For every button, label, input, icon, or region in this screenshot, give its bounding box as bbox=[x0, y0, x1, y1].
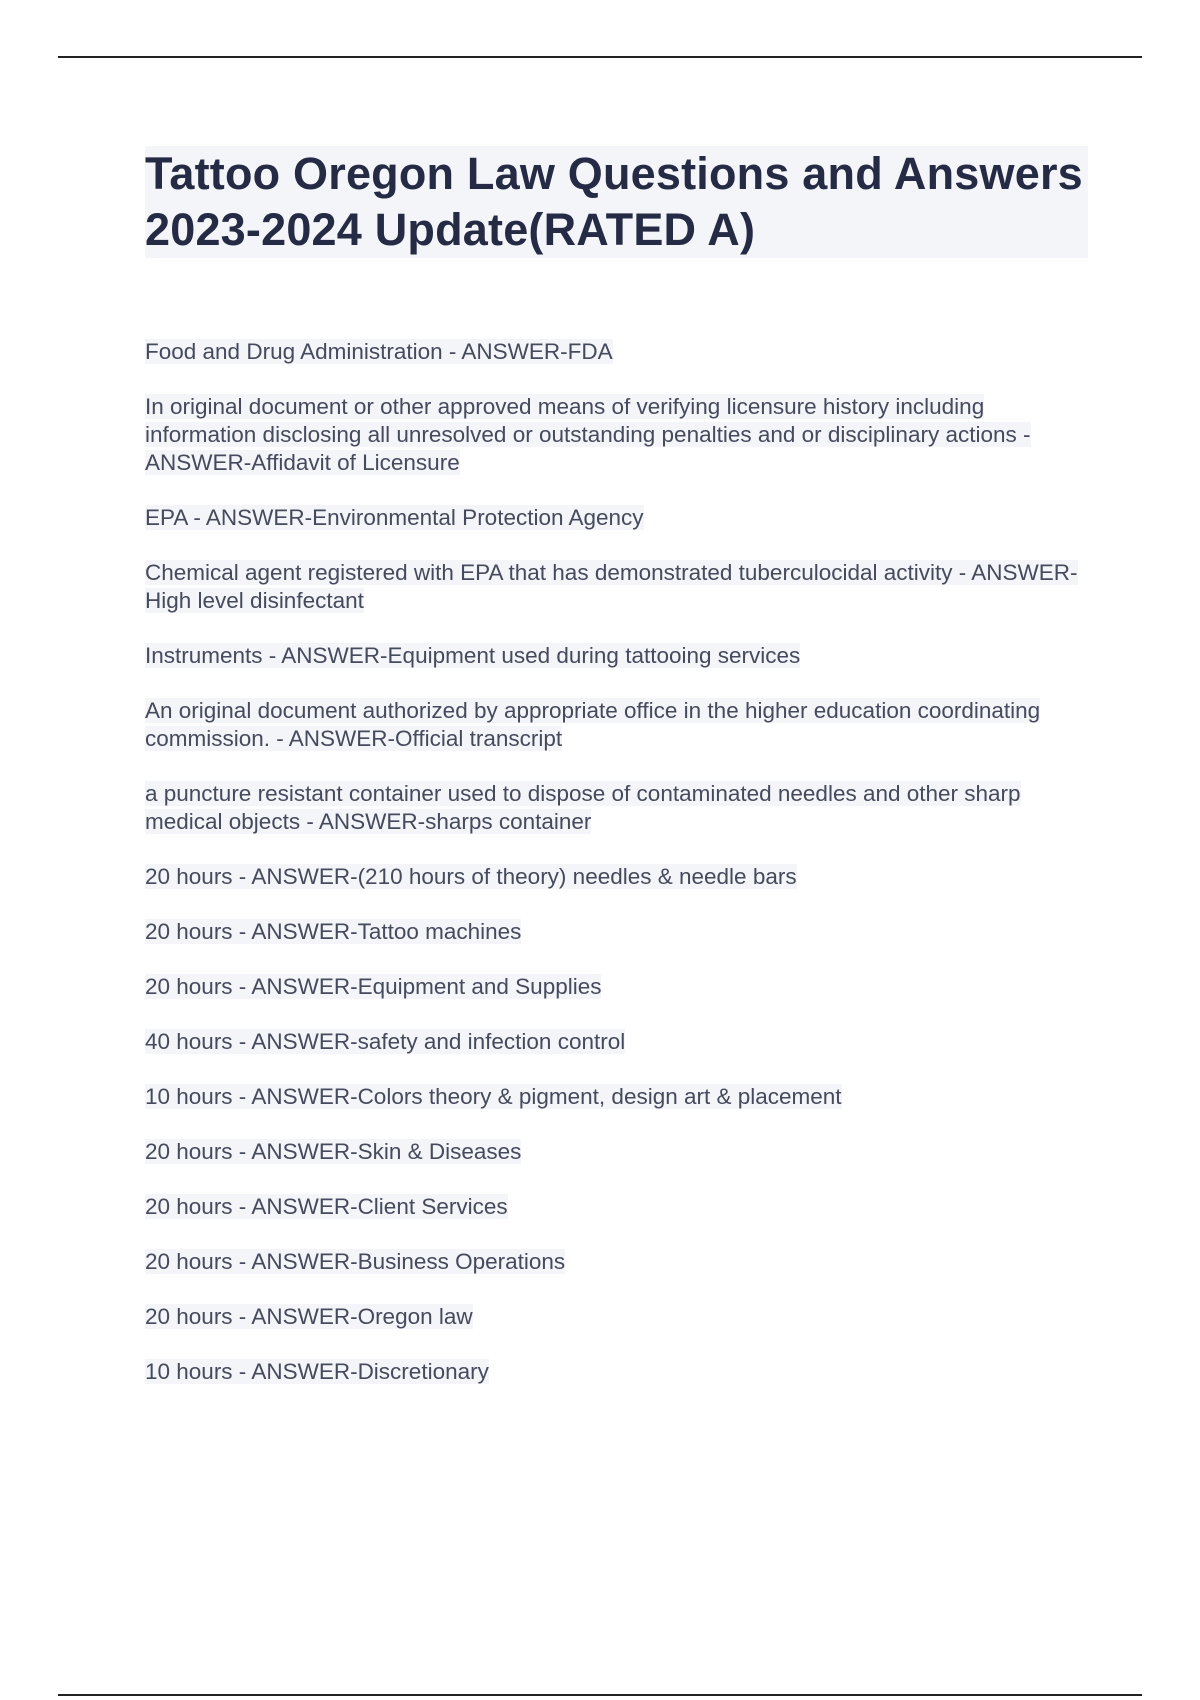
title-block bbox=[145, 146, 1088, 258]
qa-item bbox=[145, 1248, 1095, 1276]
qa-item bbox=[145, 1358, 1095, 1386]
qa-item bbox=[145, 1028, 1095, 1056]
qa-item bbox=[145, 863, 1095, 891]
qa-item bbox=[145, 642, 1095, 670]
qa-text: 40 hours - ANSWER-safety and infection control bbox=[145, 1029, 626, 1054]
qa-item bbox=[145, 918, 1095, 946]
qa-text: An original document authorized by appropriate office in the higher education coordinating commission. - ANSWER-Official transcript bbox=[145, 698, 1041, 751]
qa-item bbox=[145, 338, 1095, 366]
qa-text: 20 hours - ANSWER-Skin & Diseases bbox=[145, 1139, 522, 1164]
qa-text: 20 hours - ANSWER-Business Operations bbox=[145, 1249, 566, 1274]
qa-item bbox=[145, 1083, 1095, 1111]
qa-item bbox=[145, 393, 1095, 477]
bottom-divider bbox=[58, 1694, 1142, 1696]
qa-text: In original document or other approved means of verifying licensure history including information disclosing all unresolved or outstanding penalties and or disciplinary actions - ANSWER-Affidavit of Licensure bbox=[145, 394, 1031, 475]
qa-text: EPA - ANSWER-Environmental Protection Agency bbox=[145, 505, 644, 530]
qa-item bbox=[145, 504, 1095, 532]
qa-text: 20 hours - ANSWER-(210 hours of theory) needles & needle bars bbox=[145, 864, 797, 889]
document-title: Tattoo Oregon Law Questions and Answers 2023-2024 Update(RATED A) bbox=[145, 148, 1083, 255]
qa-text: 10 hours - ANSWER-Discretionary bbox=[145, 1359, 489, 1384]
qa-text: Food and Drug Administration - ANSWER-FDA bbox=[145, 339, 613, 364]
qa-text: 20 hours - ANSWER-Equipment and Supplies bbox=[145, 974, 602, 999]
top-divider bbox=[58, 56, 1142, 58]
qa-item bbox=[145, 1303, 1095, 1331]
qa-text: Chemical agent registered with EPA that has demonstrated tuberculocidal activity - ANSWER-High level disinfectant bbox=[145, 560, 1078, 613]
qa-text: 10 hours - ANSWER-Colors theory & pigment, design art & placement bbox=[145, 1084, 842, 1109]
qa-list bbox=[145, 338, 1095, 1413]
qa-text: 20 hours - ANSWER-Tattoo machines bbox=[145, 919, 522, 944]
qa-text: Instruments - ANSWER-Equipment used during tattooing services bbox=[145, 643, 801, 668]
qa-text: a puncture resistant container used to dispose of contaminated needles and other sharp medical objects - ANSWER-sharps container bbox=[145, 781, 1021, 834]
qa-item bbox=[145, 1193, 1095, 1221]
qa-text: 20 hours - ANSWER-Oregon law bbox=[145, 1304, 473, 1329]
qa-item bbox=[145, 1138, 1095, 1166]
qa-item bbox=[145, 973, 1095, 1001]
qa-item bbox=[145, 697, 1095, 753]
qa-text: 20 hours - ANSWER-Client Services bbox=[145, 1194, 508, 1219]
qa-item bbox=[145, 780, 1095, 836]
qa-item bbox=[145, 559, 1095, 615]
